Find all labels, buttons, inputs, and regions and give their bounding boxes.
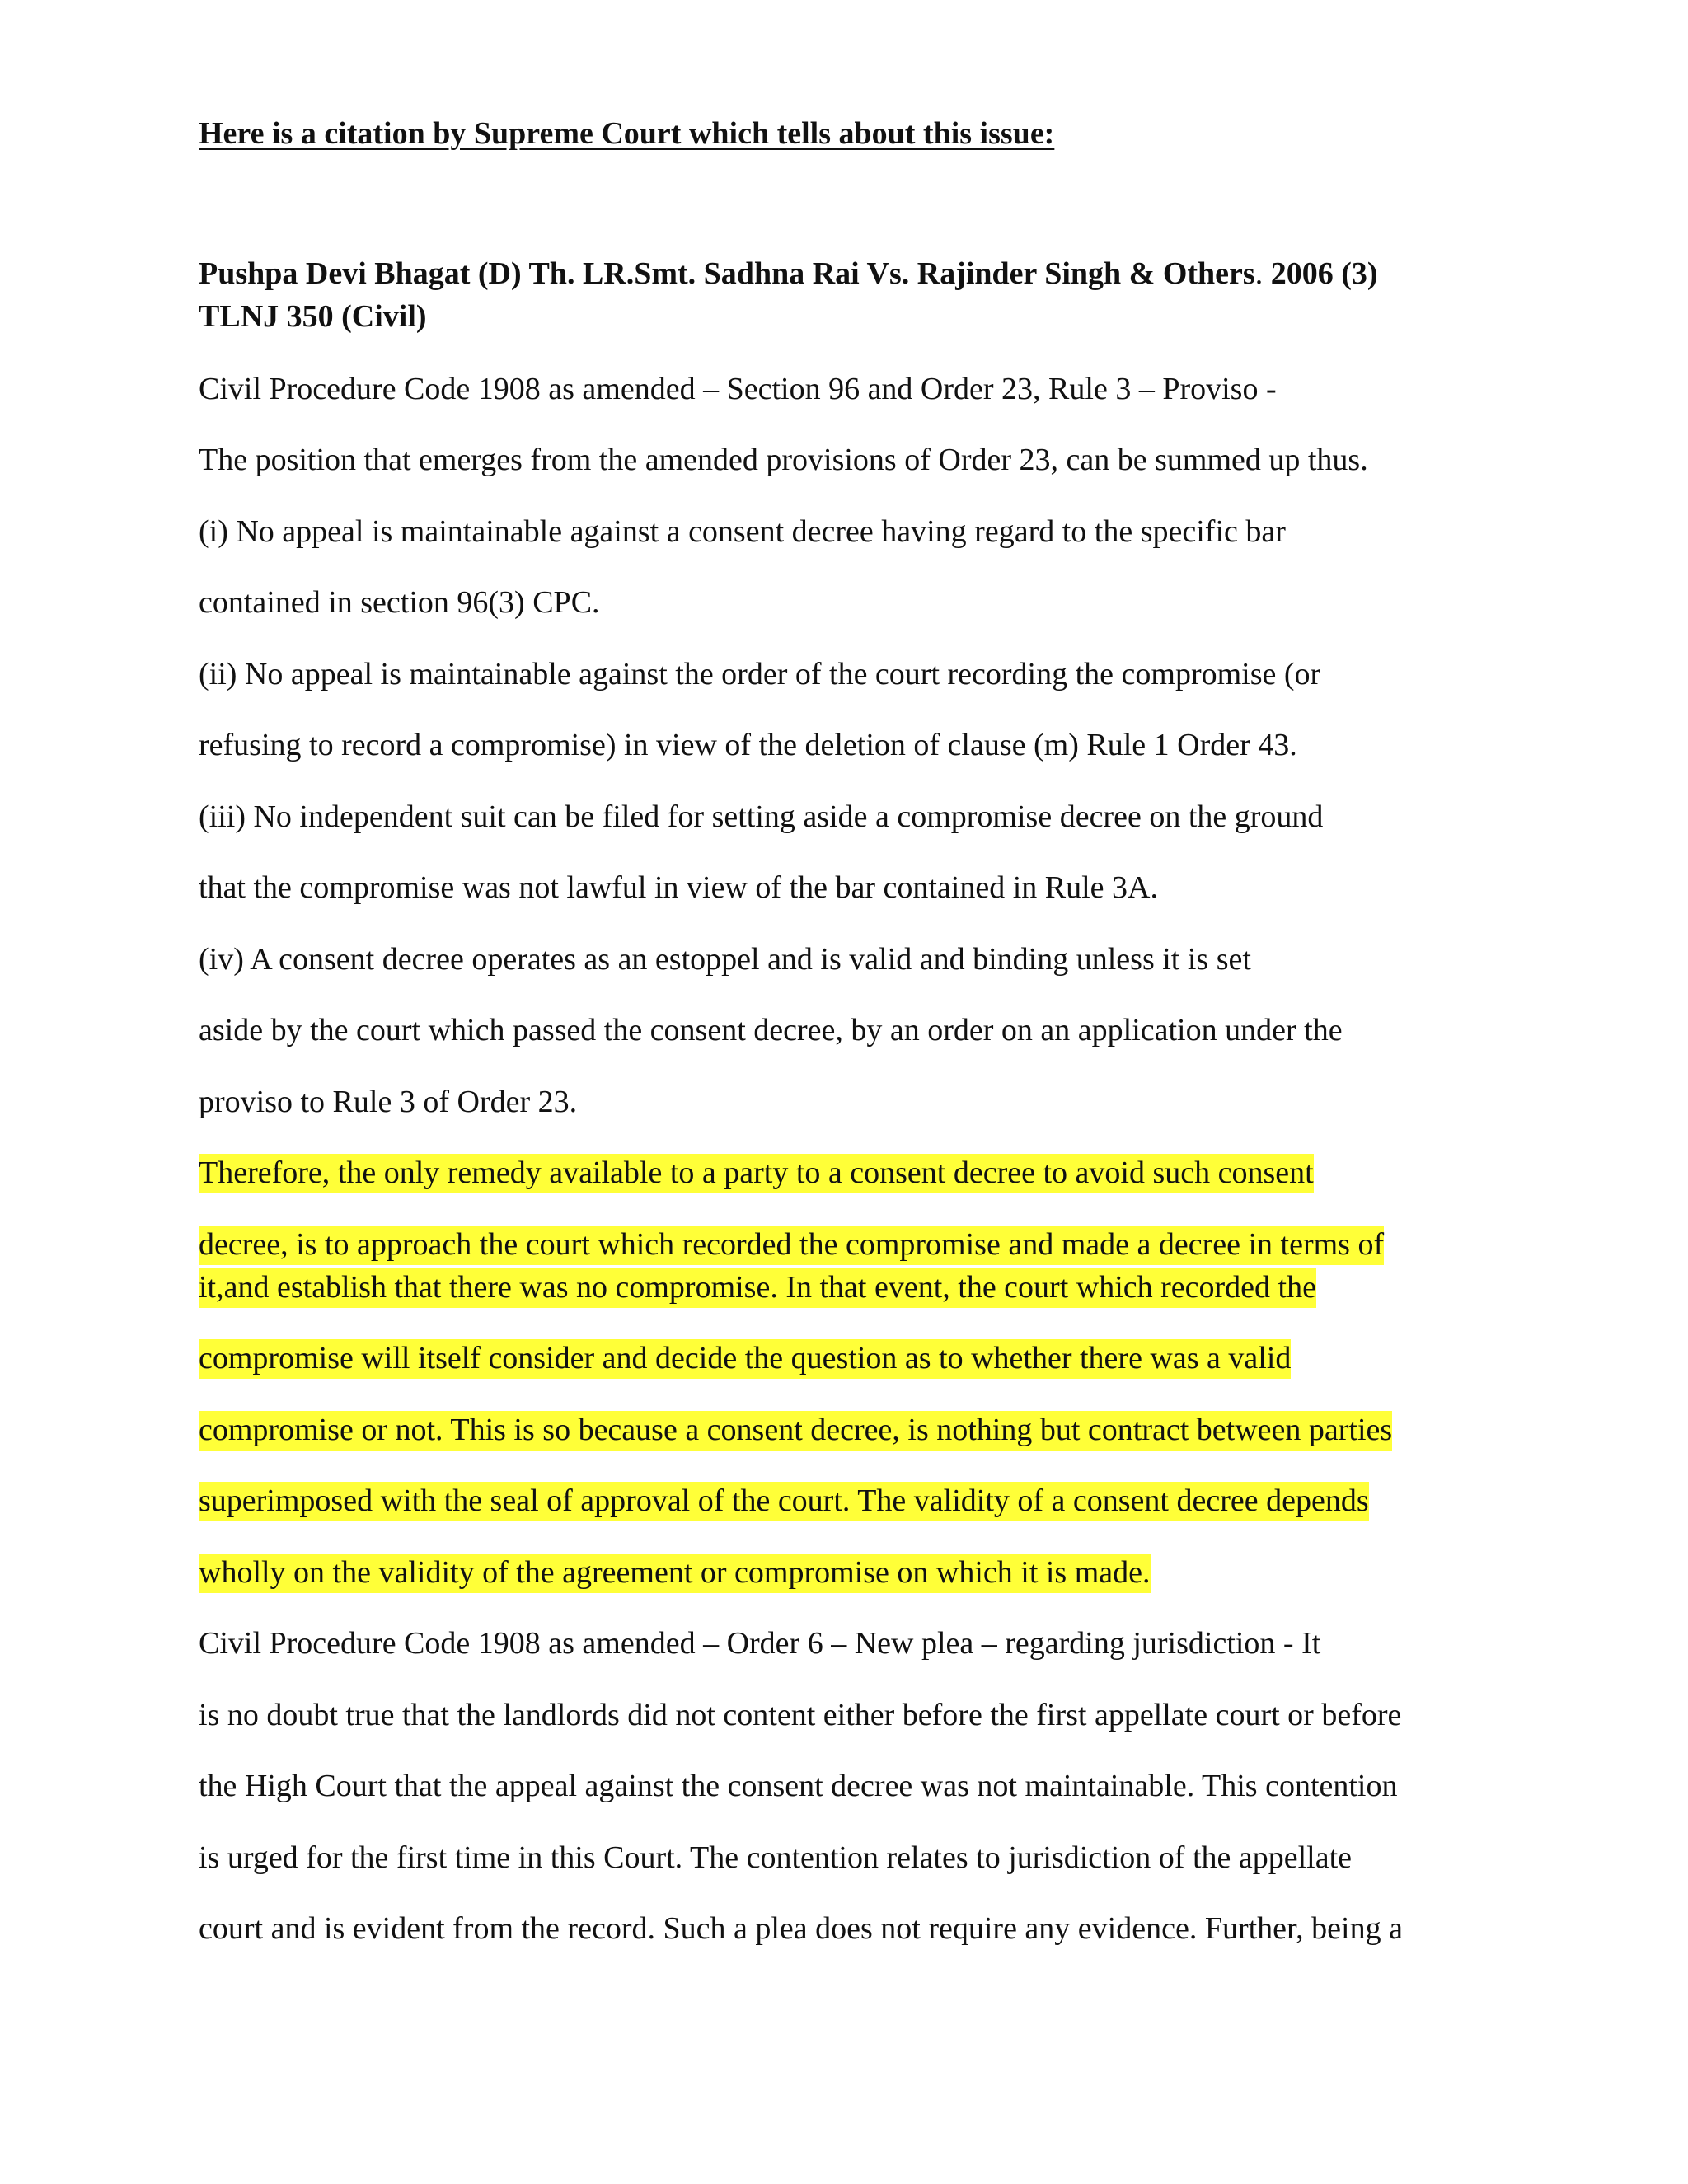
citation-title-line2: TLNJ 350 (Civil) (199, 299, 427, 334)
body-line-4: contained in section 96(3) CPC. (199, 585, 600, 620)
highlighted-line-3 (199, 1269, 1316, 1305)
body-line-11: proviso to Rule 3 of Order 23. (199, 1085, 578, 1119)
citation-title-part2: 2006 (3) (1263, 256, 1378, 291)
body-line-1: Civil Procedure Code 1908 as amended – Section 96 and Order 23, Rule 3 – Proviso - (199, 372, 1277, 406)
highlighted-line-2 (199, 1226, 1384, 1263)
citation-title-separator: . (1254, 256, 1264, 291)
body-line-5: (ii) No appeal is maintainable against the order of the court recording the compromise (or (199, 657, 1321, 691)
highlight-span: Therefore, the only remedy available to a party to a consent decree to avoid such consent (199, 1154, 1314, 1193)
order6-line-1: Civil Procedure Code 1908 as amended – Order 6 – New plea – regarding jurisdiction - It (199, 1626, 1321, 1661)
highlighted-line-7 (199, 1554, 1151, 1591)
highlighted-line-5 (199, 1412, 1392, 1448)
highlight-span: it,and establish that there was no compromise. In that event, the court which recorded the (199, 1268, 1316, 1308)
highlight-span: compromise will itself consider and decide the question as to whether there was a valid (199, 1339, 1291, 1379)
highlight-span: compromise or not. This is so because a consent decree, is nothing but contract between parties (199, 1411, 1392, 1451)
body-line-2: The position that emerges from the amended provisions of Order 23, can be summed up thus. (199, 443, 1368, 477)
body-line-8: that the compromise was not lawful in view of the bar contained in Rule 3A. (199, 870, 1158, 905)
highlight-span: wholly on the validity of the agreement or compromise on which it is made. (199, 1554, 1151, 1593)
highlight-span: superimposed with the seal of approval of the court. The validity of a consent decree depends (199, 1482, 1369, 1521)
body-line-9: (iv) A consent decree operates as an estoppel and is valid and binding unless it is set (199, 942, 1251, 977)
order6-line-2: is no doubt true that the landlords did not content either before the first appellate court or before (199, 1698, 1402, 1732)
highlighted-line-6 (199, 1483, 1369, 1519)
order6-line-5: court and is evident from the record. Such a plea does not require any evidence. Further, being a (199, 1911, 1403, 1946)
page-heading: Here is a citation by Supreme Court which tells about this issue: (199, 116, 1055, 151)
highlight-span: decree, is to approach the court which recorded the compromise and made a decree in terms of (199, 1226, 1384, 1265)
body-line-10: aside by the court which passed the consent decree, by an order on an application under the (199, 1013, 1343, 1047)
body-line-7: (iii) No independent suit can be filed for setting aside a compromise decree on the ground (199, 799, 1324, 834)
order6-line-3: the High Court that the appeal against the consent decree was not maintainable. This contention (199, 1769, 1398, 1803)
citation-title-part1: Pushpa Devi Bhagat (D) Th. LR.Smt. Sadhna Rai Vs. Rajinder Singh & Others (199, 256, 1255, 291)
body-line-3: (i) No appeal is maintainable against a consent decree having regard to the specific bar (199, 514, 1286, 549)
order6-line-4: is urged for the first time in this Court. The contention relates to jurisdiction of the appellate (199, 1840, 1353, 1875)
body-line-6: refusing to record a compromise) in view of the deletion of clause (m) Rule 1 Order 43. (199, 728, 1297, 762)
citation-title (199, 255, 1378, 292)
highlighted-line-4 (199, 1340, 1291, 1376)
highlighted-line-1 (199, 1155, 1314, 1191)
